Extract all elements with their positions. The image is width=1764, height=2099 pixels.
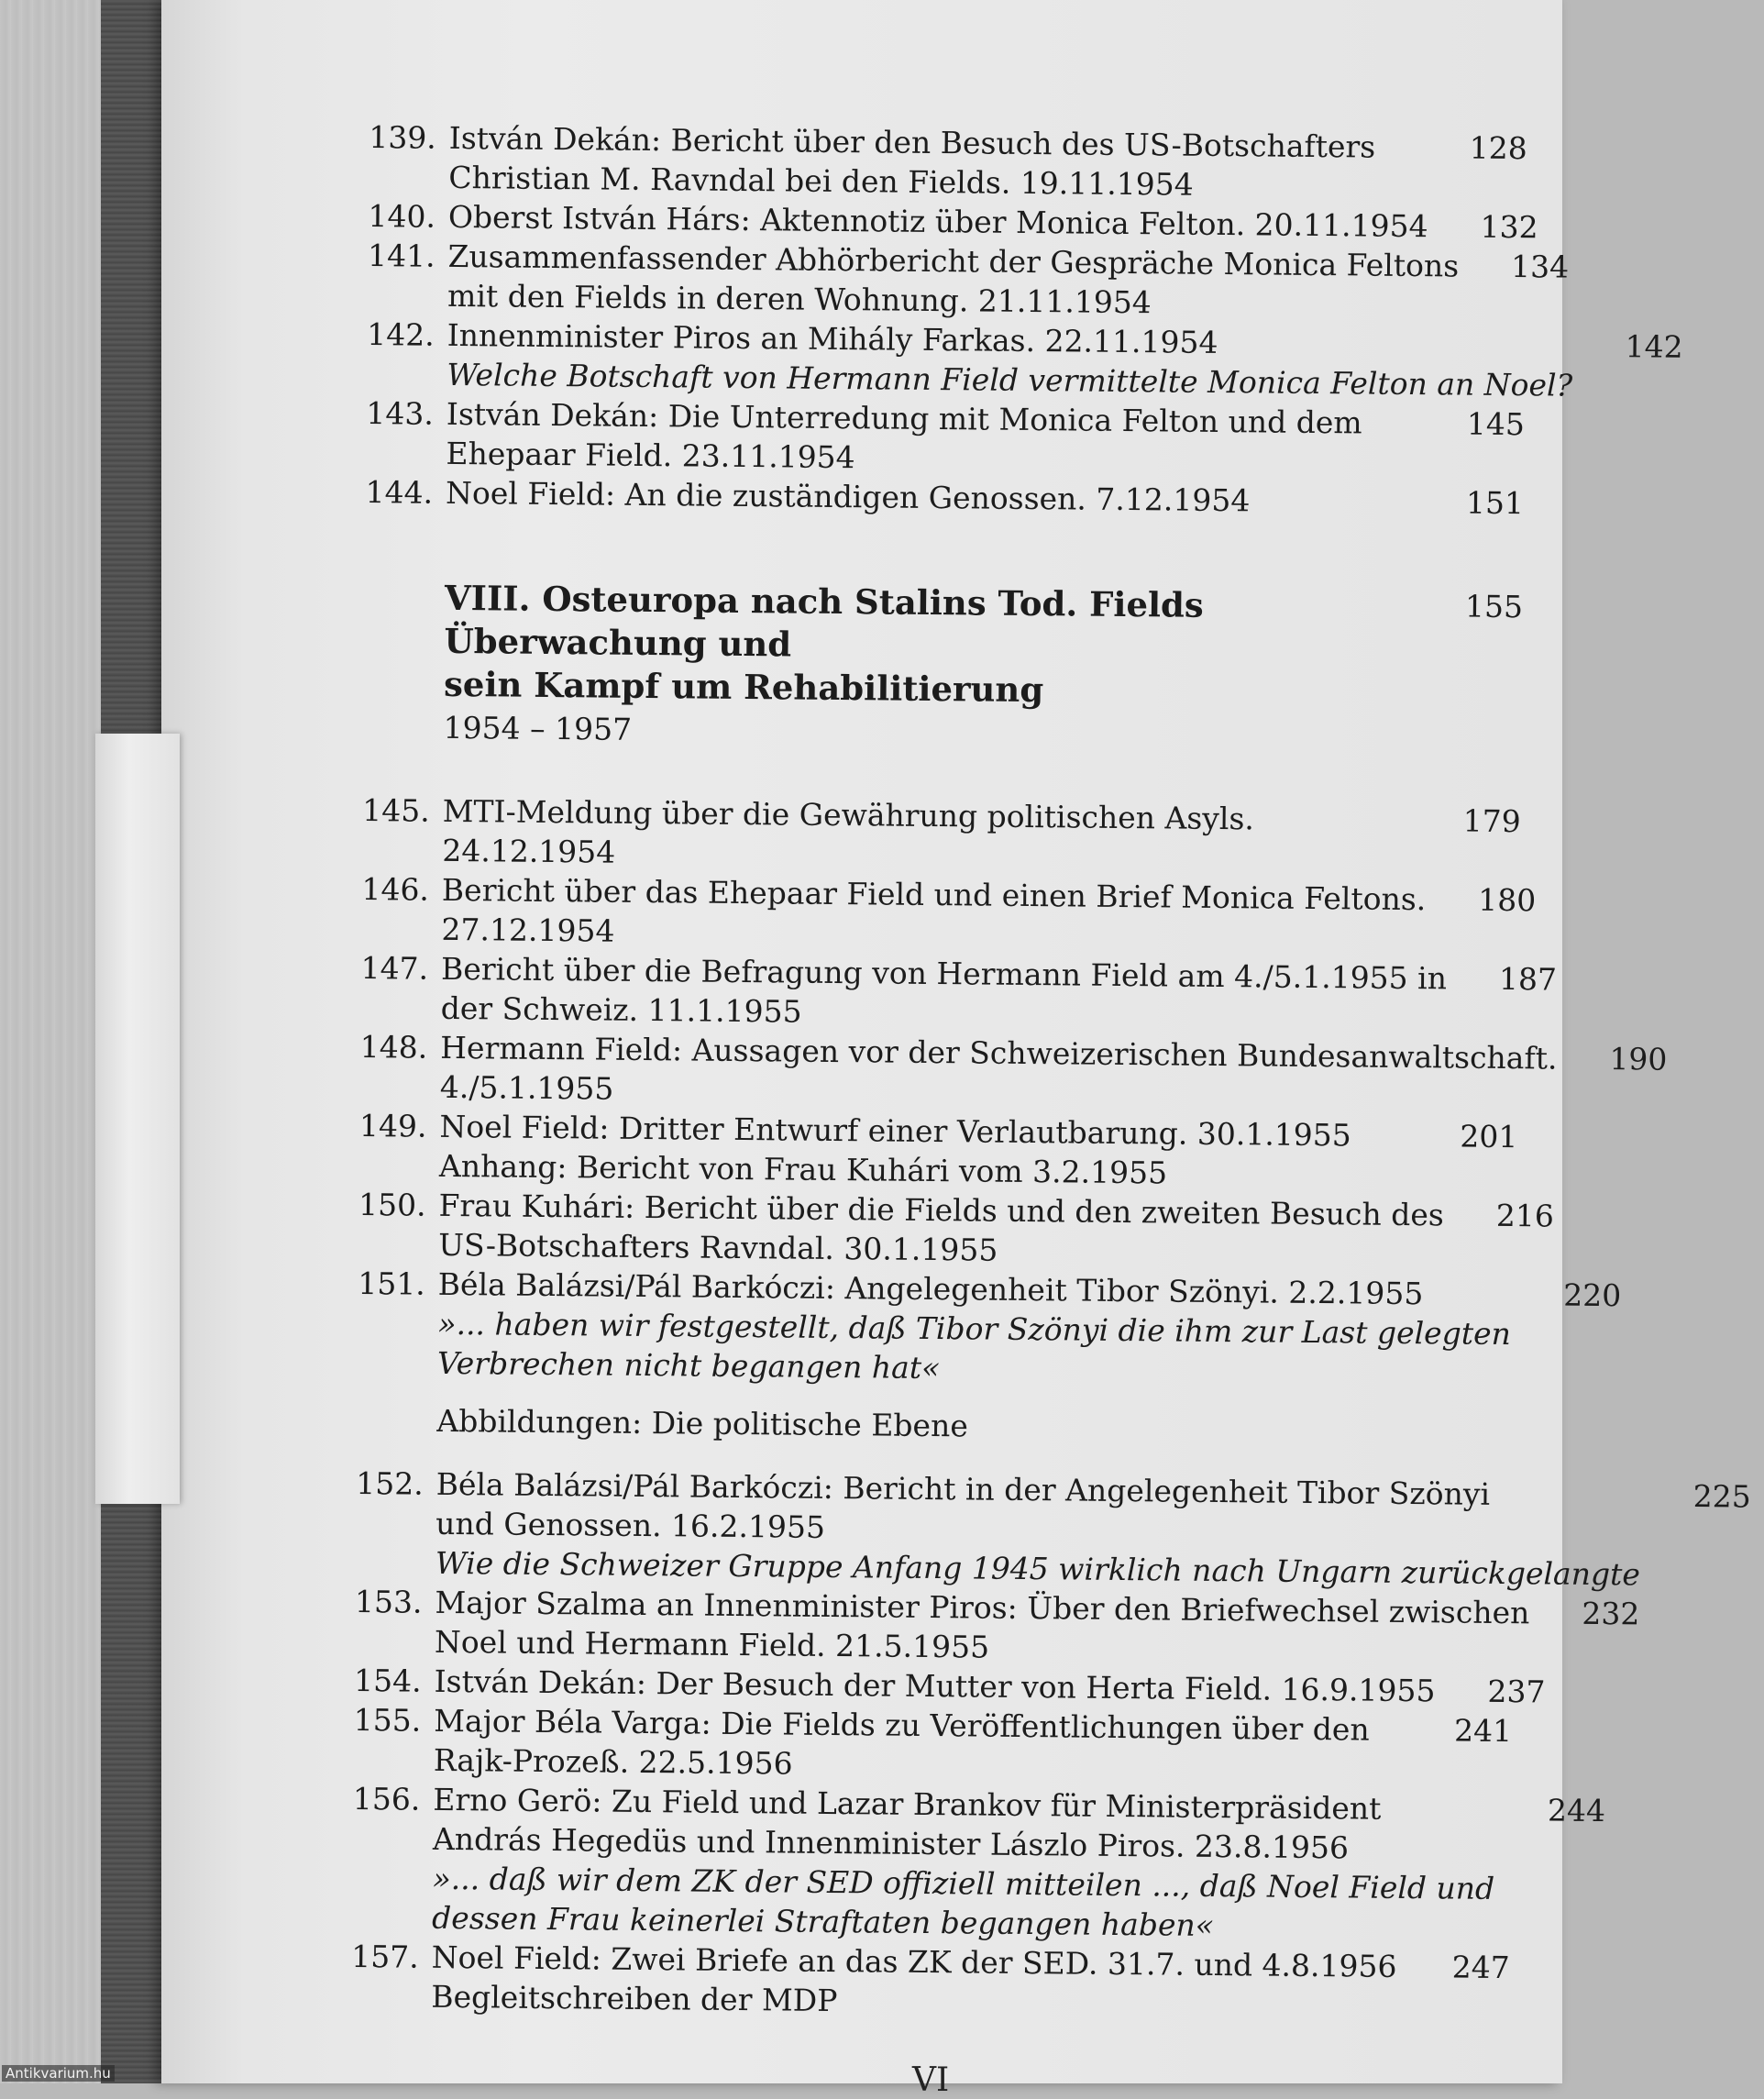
toc-entry-text [442,791,1411,879]
toc-entry-page-number: 201 [1460,1118,1518,1155]
toc-entry-page-number: 179 [1462,802,1521,840]
toc-entry-text [448,118,1417,206]
toc-list-bottom [345,1464,1751,2027]
toc-entry-quote: Wie die Schweizer Gruppe Anfang 1945 wirklich nach Ungarn zurückgelangte [435,1544,1641,1593]
chapter-years: 1954 – 1957 [443,709,633,747]
toc-entry-page-number: 216 [1495,1197,1554,1234]
toc-entry-quote: »... daß wir dem ZK der SED offiziell mitteilen ..., daß Noel Field und [432,1860,1495,1906]
toc-entry-quote: Verbrechen nicht begangen hat« [436,1344,941,1386]
toc-entry-line: András Hegedüs und Innenminister Lászlo Piros. 23.8.1956 [432,1820,1350,1866]
toc-entry-text [432,1780,1495,1948]
toc-entry-number: 141. [367,238,435,274]
toc-entry-line: Noel Field: Dritter Entwurf einer Verlautbarung. 30.1.1955 [439,1108,1351,1154]
toc-entry-page-number: 220 [1563,1276,1622,1314]
toc-entry-line: István Dekán: Die Unterredung mit Monica Felton und dem [446,395,1362,441]
toc-entry-page-number: 244 [1547,1792,1606,1829]
toc-entry-number: 151. [358,1265,425,1302]
toc-entry-line: Rajk-Prozeß. 22.5.1956 [433,1741,793,1782]
toc-entry-text [446,394,1415,482]
toc-entry [348,1582,1640,1672]
toc-entry-number: 144. [365,474,434,511]
toc-entry [352,1185,1554,1275]
toc-entry-text [441,870,1426,958]
toc-entry [346,1779,1606,1948]
toc-entry-line: Frau Kuhári: Bericht über die Fields und den zweiten Besuch des [438,1187,1445,1233]
toc-entry-line: Noel Field: Zwei Briefe an das ZK der SED. 31.7. und 4.8.1956 [431,1939,1397,1984]
toc-entry [359,393,1525,483]
toc-entry-line: 24.12.1954 [442,832,616,870]
toc-entry-line: Christian M. Ravndal bei den Fields. 19.11.1954 [448,159,1194,203]
toc-entry-text [435,1583,1530,1672]
toc-entry [347,1700,1513,1790]
chapter-title-line-2: sein Kampf um Rehabilitierung [443,663,1044,711]
toc-entry-line: Béla Balázsi/Pál Barkóczi: Angelegenheit Tibor Szönyi. 2.2.1955 [437,1265,1424,1312]
toc-entry-quote: »... haben wir festgestellt, daß Tibor Szönyi die ihm zur Last gelegten [437,1305,1512,1353]
toc-entry-quote: dessen Frau keinerlei Straftaten begangen haben« [431,1899,1215,1943]
toc-entry [361,236,1570,326]
toc-entry-line: 27.12.1954 [441,911,615,949]
toc-entry-page-number: 180 [1478,881,1537,919]
toc-entry-line: Hermann Field: Aussagen vor der Schweizerischen Bundesanwaltschaft. [440,1029,1558,1077]
toc-entry-line: Ehepaar Field. 23.11.1954 [446,435,855,476]
toc-entry-number: 154. [353,1662,422,1699]
toc-entry-number: 155. [353,1701,422,1739]
toc-entry-number: 143. [366,395,435,432]
toc-entry-text [431,1938,1400,2026]
toc-entry-line: MTI-Meldung über die Gewährung politischen Asyls. [442,792,1255,837]
toc-entry-line: Bericht über die Befragung von Hermann Field am 4./5.1.1955 in [440,950,1448,997]
chapter-title-line-1: VIII. Osteuropa nach Stalins Tod. Fields Überwachung und [444,577,1204,665]
toc-entry-line: István Dekán: Bericht über den Besuch des US-Botschafters [448,119,1376,165]
toc-entry-line: Noel und Hermann Field. 21.5.1955 [434,1623,990,1665]
toc-entry-page-number: 142 [1625,328,1683,365]
illustrations-note: Abbildungen: Die politische Ebene [436,1402,969,1444]
toc-entry [355,869,1537,959]
toc-entry [353,1106,1518,1196]
toc-entry [354,948,1558,1038]
toc-list-middle [351,790,1668,1393]
toc-entry-number: 139. [369,119,436,156]
toc-entry-number: 149. [358,1108,427,1144]
toc-entry-line: 4./5.1.1955 [439,1068,614,1107]
chapter-page-number: 155 [1464,588,1524,625]
toc-entry-number: 142. [367,316,435,353]
toc-entry-text [446,473,1414,522]
toc-entry-line: Oberst István Hárs: Aktennotiz über Monica Felton. 20.11.1954 [447,198,1428,245]
toc-entry-number: 140. [368,198,436,235]
toc-entry-text [439,1107,1408,1195]
toc-entry-number: 150. [358,1187,426,1223]
toc-entry-number: 147. [360,950,429,987]
toc-entry-quote: Welche Botschaft von Hermann Field vermittelte Monica Felton an Noel? [447,356,1573,403]
toc-entry-line: Anhang: Bericht von Frau Kuhári vom 3.2.1955 [438,1147,1168,1191]
toc-entry-line: Béla Balázsi/Pál Barkóczi: Bericht in der Angelegenheit Tibor Szönyi [435,1465,1491,1512]
toc-entry-page-number: 247 [1451,1949,1510,1986]
toc-entry [360,315,1683,404]
chapter-heading [357,576,1523,757]
toc-entry-line: Zusammenfassender Abhörbericht der Gespräche Monica Feltons [447,238,1460,284]
paper-bookmark [95,734,180,1504]
toc-entry-page-number: 237 [1487,1673,1546,1710]
toc-entry-page-number: 190 [1609,1041,1668,1077]
toc-entry-page-number: 151 [1465,484,1525,522]
toc-entry-line: US-Botschafters Ravndal. 30.1.1955 [438,1226,998,1268]
toc-entry-page-number: 145 [1466,405,1526,443]
toc-entry-line: Begleitschreiben der MDP [431,1978,838,2019]
toc-entry-line: Innenminister Piros an Mihály Farkas. 22.11.1954 [447,316,1218,360]
toc-entry [349,1464,1751,1593]
toc-entry-line: Noel Field: An die zuständigen Genossen. 7.12.1954 [445,474,1251,519]
toc-entry-number: 153. [354,1583,423,1620]
toc-entry-number: 156. [352,1780,421,1817]
toc-entry-page-number: 132 [1480,208,1538,246]
toc-entry [356,790,1521,880]
toc-entry-number: 152. [356,1464,424,1502]
toc-entry [362,117,1527,207]
toc-entry-line: István Dekán: Der Besuch der Mutter von Herta Field. 16.9.1955 [434,1663,1436,1709]
toc-entry-number: 145. [362,792,430,829]
page-folio: VI [912,2061,950,2099]
toc-entry-text [447,237,1459,326]
toc-entry-line: Bericht über das Ehepaar Field und einen Brief Monica Feltons. [441,871,1427,918]
toc-entry-page-number: 232 [1582,1595,1640,1632]
toc-entry-number: 148. [359,1029,428,1066]
toc-entry [345,1937,1510,2027]
chapter-heading-text [357,576,1413,757]
toc-entry [354,1027,1668,1117]
toc-entry-page-number: 225 [1692,1477,1751,1515]
toc-entry-page-number: 128 [1469,129,1527,167]
toc-list-top [359,117,1683,523]
toc-entry-line: Major Béla Varga: Die Fields zu Veröffentlichungen über den [434,1702,1370,1748]
toc-entry-text [447,315,1573,405]
toc-entry-page-number: 187 [1498,960,1558,998]
toc-entry-text [440,949,1447,1038]
toc-entry-page-number: 241 [1453,1712,1513,1750]
toc-entry-text [438,1186,1444,1275]
toc-entry-line: und Genossen. 16.2.1955 [435,1505,826,1545]
toc-entry-text [440,1028,1558,1118]
toc-entry-line: Erno Gerö: Zu Field und Lazar Brankov für Ministerpräsident [433,1781,1382,1827]
toc-entry-line: Major Szalma an Innenminister Piros: Über den Briefwechsel zwischen [435,1584,1530,1631]
toc-entry-text [434,1701,1403,1789]
toc-entry-line: der Schweiz. 11.1.1955 [440,989,802,1030]
toc-entry-line: mit den Fields in deren Wohnung. 21.11.1954 [447,277,1152,321]
toc-entry-number: 146. [361,871,430,908]
table-of-contents [345,117,1751,2027]
toc-entry-text [435,1464,1641,1595]
toc-entry-number: 157. [351,1938,419,1975]
toc-entry-text [437,1265,1512,1393]
toc-entry [351,1264,1622,1393]
watermark: Antikvarium.hu [2,2065,115,2082]
toc-entry-page-number: 134 [1510,249,1570,285]
